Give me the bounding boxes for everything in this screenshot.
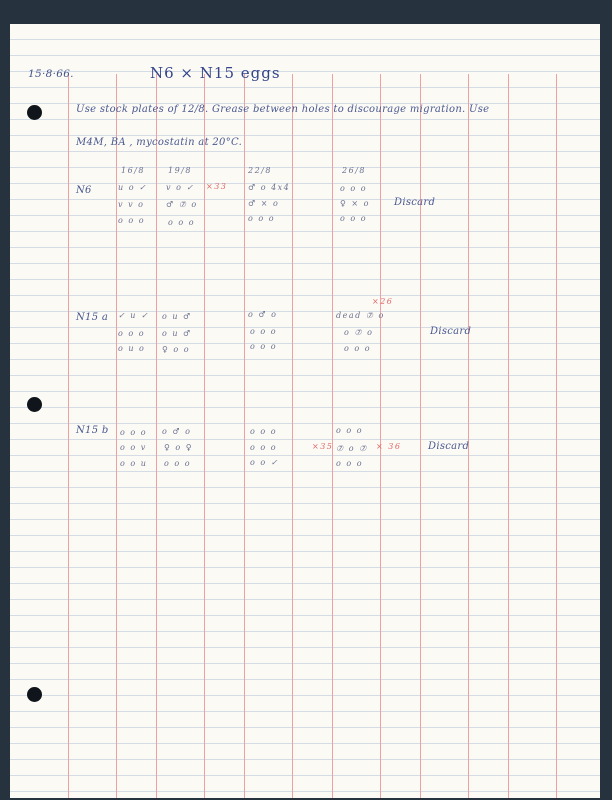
binder-hole (27, 105, 42, 120)
result-note: Discard (394, 197, 436, 208)
count-annotation: ×26 (372, 297, 394, 306)
notebook-page (10, 24, 600, 798)
group-label: N15 a (76, 312, 109, 323)
egg-cell: o o o (118, 216, 146, 225)
egg-cell: ♂ o 4x4 (248, 183, 291, 192)
egg-cell: o ♂ o (162, 427, 192, 436)
egg-cell: o o o (336, 426, 364, 435)
count-annotation: ×33 (206, 182, 228, 191)
egg-cell: ♀ o ♀ (164, 443, 194, 452)
egg-cell: ♀ × o (340, 199, 370, 208)
margin-line (68, 74, 69, 798)
egg-cell: o o o (120, 428, 148, 437)
count-annotation: ×35 (312, 442, 334, 451)
egg-cell: o o o (118, 329, 146, 338)
egg-cell: o o o (250, 327, 278, 336)
egg-cell: o o o (250, 342, 278, 351)
date-header: 26/8 (342, 166, 366, 175)
egg-cell: u o ✓ (118, 183, 148, 192)
egg-cell: o o ✓ (250, 458, 279, 467)
egg-cell: ♂ ⑦ o (166, 200, 198, 209)
column-line (508, 74, 509, 798)
column-line (204, 74, 205, 798)
date-header: 19/8 (168, 166, 192, 175)
column-line (292, 74, 293, 798)
egg-cell: v v o (118, 200, 145, 209)
date-header: 16/8 (121, 166, 145, 175)
egg-cell: o o o (248, 214, 276, 223)
result-note: Discard (430, 326, 472, 337)
egg-cell: ✓ u ✓ (118, 311, 150, 320)
group-label: N15 b (76, 425, 109, 436)
egg-cell: o ⑦ o (344, 328, 374, 337)
column-line (556, 74, 557, 798)
egg-cell: v o ✓ (166, 183, 195, 192)
egg-cell: o o o (164, 459, 192, 468)
column-line (116, 74, 117, 798)
egg-cell: ⑦ o ⑦ (336, 444, 368, 453)
egg-cell: o o v (120, 443, 147, 452)
egg-cell: o o o (336, 459, 364, 468)
column-line (468, 74, 469, 798)
egg-cell: o u o (118, 344, 146, 353)
egg-cell: o u ♂ (162, 329, 192, 338)
column-line (244, 74, 245, 798)
egg-cell: ♂ × o (248, 199, 280, 208)
egg-cell: o o o (250, 443, 278, 452)
egg-cell: o o u (120, 459, 148, 468)
egg-cell: ♀ o o (162, 345, 191, 354)
column-line (156, 74, 157, 798)
column-line (380, 74, 381, 798)
egg-cell: o o o (250, 427, 278, 436)
instruction-line-1: Use stock plates of 12/8. Grease between holes to discourage migration. Use (76, 104, 490, 115)
column-line (420, 74, 421, 798)
egg-cell: o o o (340, 184, 368, 193)
result-note: Discard (428, 441, 470, 452)
date-header: 22/8 (248, 166, 272, 175)
egg-cell: o o o (168, 218, 196, 227)
egg-cell: o o o (344, 344, 372, 353)
column-line (332, 74, 333, 798)
page-date: 15·8·66. (28, 68, 74, 80)
egg-cell: o ♂ o (248, 310, 278, 319)
egg-cell: o u ♂ (162, 312, 192, 321)
egg-cell: dead ⑦ o (336, 311, 385, 320)
count-annotation: × 36 (376, 442, 402, 451)
group-label: N6 (76, 185, 92, 196)
instruction-line-2: M4M, BA , mycostatin at 20°C. (76, 137, 243, 148)
binder-hole (27, 397, 42, 412)
page-title: N6 × N15 eggs (150, 64, 281, 82)
binder-hole (27, 687, 42, 702)
egg-cell: o o o (340, 214, 368, 223)
